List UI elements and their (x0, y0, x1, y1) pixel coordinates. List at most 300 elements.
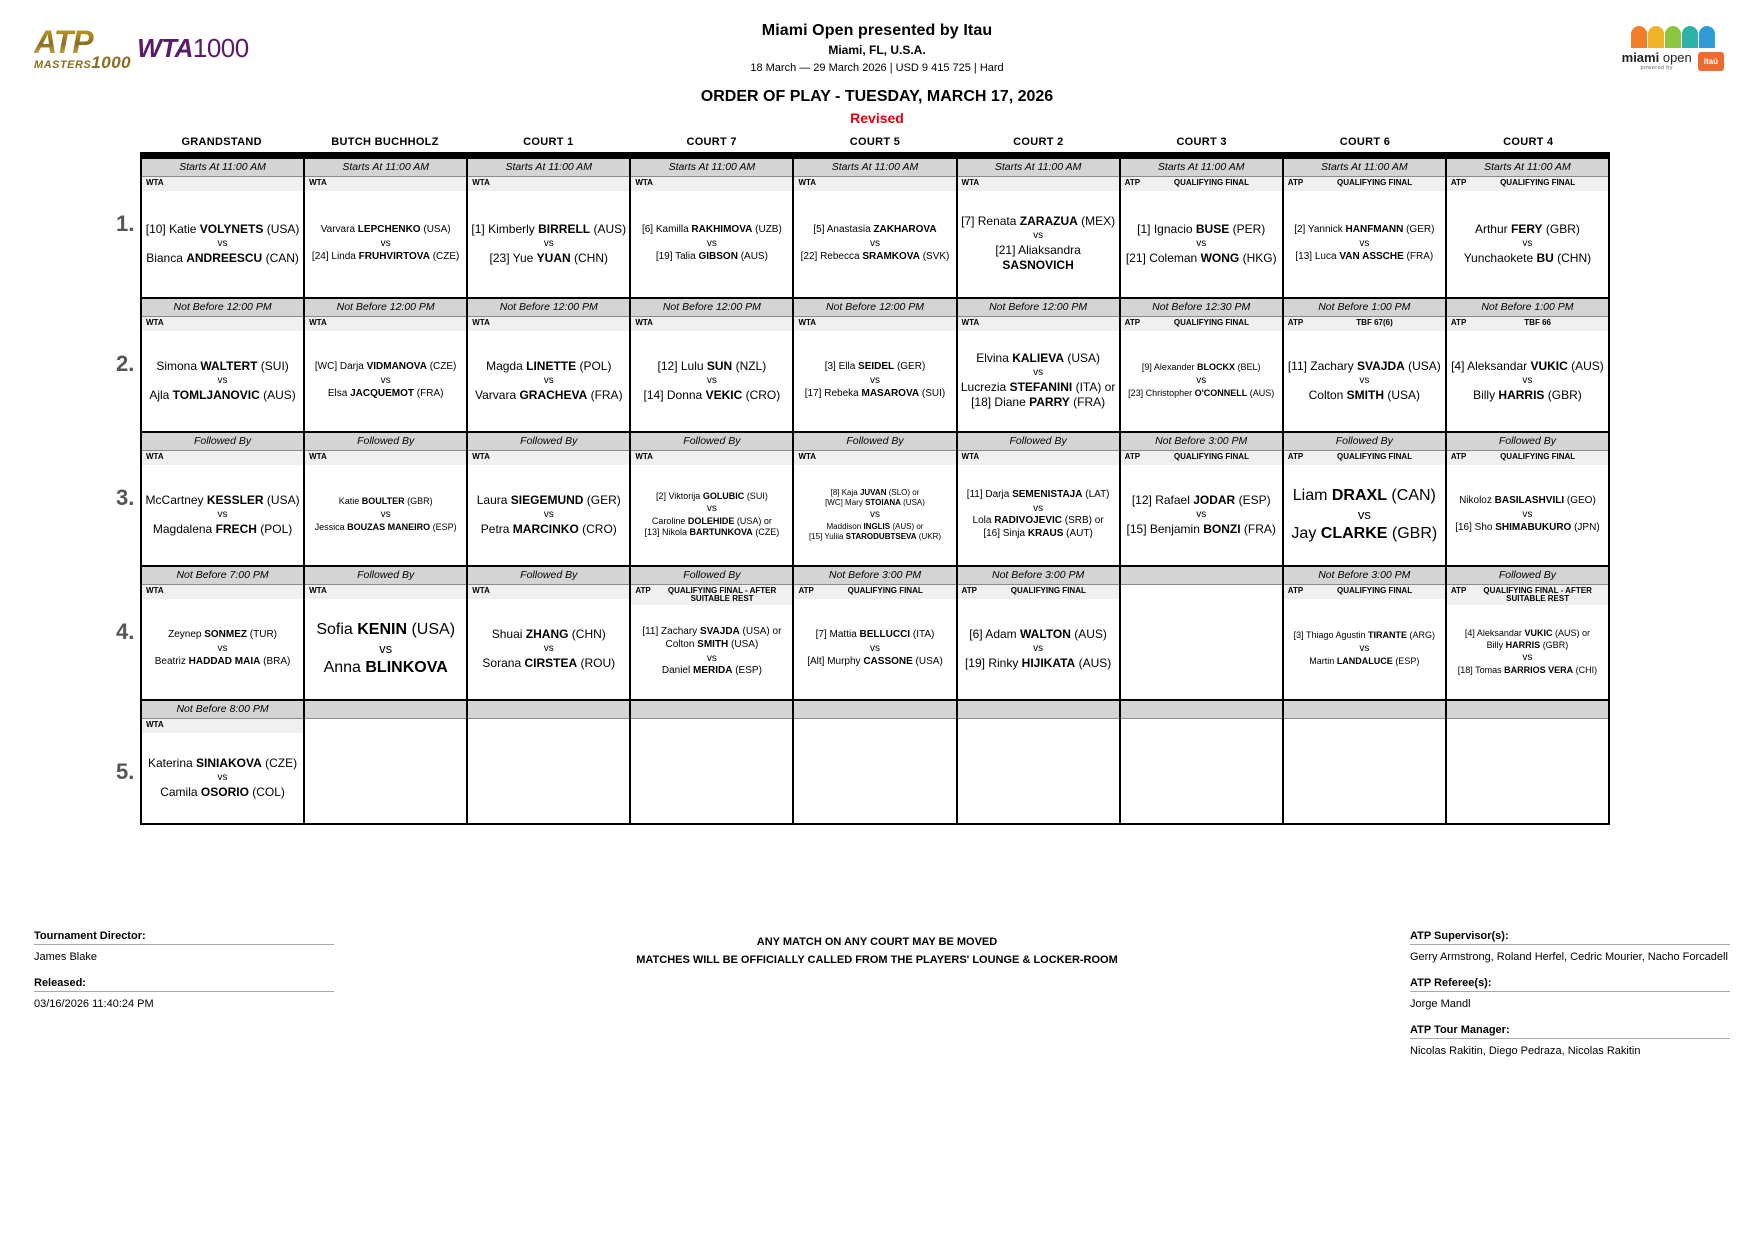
player-line: [13] Nikola BARTUNKOVA (CZE) (644, 527, 780, 538)
match-tour-bar (1284, 317, 1445, 331)
event-round-label: QUALIFYING FINAL (1336, 585, 1413, 595)
match-tour-bar (142, 451, 303, 465)
court-header-6: COURT 2 (1013, 136, 1064, 148)
match-time-label: Not Before 3:00 PM (1284, 567, 1445, 585)
match-players (305, 191, 466, 298)
match-players (305, 331, 466, 432)
match-players (958, 733, 1119, 824)
tour-label: ATP (1124, 177, 1141, 187)
match-cell[interactable] (631, 567, 794, 699)
match-time-label: Followed By (305, 567, 466, 585)
player-line: Varvara LEPCHENKO (USA) (320, 224, 451, 236)
match-cell[interactable] (305, 701, 468, 823)
vs-label: vs (1522, 652, 1533, 664)
player-line: Laura SIEGEMUND (GER) (476, 492, 621, 507)
player-line: [13] Luca VAN ASSCHE (FRA) (1295, 250, 1434, 262)
match-cell[interactable] (794, 433, 957, 565)
match-cell[interactable] (1447, 159, 1608, 297)
vs-label: vs (1033, 502, 1044, 514)
match-cell[interactable] (631, 433, 794, 565)
player-line: [17] Rebeka MASAROVA (SUI) (804, 387, 946, 399)
vs-label: vs (217, 509, 228, 520)
tour-label: ATP (1450, 585, 1467, 595)
match-players (142, 331, 303, 432)
vs-label: vs (869, 238, 880, 249)
match-tour-bar (794, 585, 955, 599)
tour-logos (34, 26, 249, 71)
match-tour-bar (468, 177, 629, 191)
match-time-label: Starts At 11:00 AM (1284, 159, 1445, 177)
match-cell[interactable] (468, 433, 631, 565)
tour-manager-label: ATP Tour Manager: (1410, 1024, 1510, 1036)
page-header (0, 0, 1754, 126)
schedule-row (116, 701, 1608, 823)
released-value: 03/16/2026 11:40:24 PM (34, 998, 154, 1010)
player-line: [19] Talia GIBSON (AUS) (655, 250, 768, 262)
match-time-label: Not Before 8:00 PM (142, 701, 303, 719)
court-header-5: COURT 5 (849, 136, 901, 148)
tournament-name: Miami Open presented by Itau (761, 22, 993, 39)
itau-logo: itaú (1698, 52, 1724, 71)
match-tour-bar (958, 317, 1119, 331)
player-line: [11] Darja SEMENISTAJA (LAT) (966, 488, 1110, 500)
match-players (958, 465, 1119, 566)
match-time-label: Starts At 11:00 AM (1121, 159, 1282, 177)
match-time-label: Not Before 12:00 PM (958, 299, 1119, 317)
player-line: [11] Zachary SVAJDA (USA) or (642, 626, 782, 638)
match-tour-bar (958, 719, 1119, 733)
match-cell[interactable] (1447, 567, 1608, 699)
match-tour-bar (631, 177, 792, 191)
player-line: Ajla TOMLJANOVIC (AUS) (149, 387, 296, 402)
match-cell[interactable] (1284, 433, 1447, 565)
player-line: McCartney KESSLER (USA) (145, 492, 300, 507)
player-line: Caroline DOLEHIDE (USA) or (651, 515, 772, 526)
match-tour-bar (1121, 451, 1282, 465)
player-line: Jessica BOUZAS MANEIRO (ESP) (314, 521, 457, 532)
match-tour-bar (1121, 719, 1282, 733)
vs-label: vs (543, 643, 554, 654)
tour-label: WTA (146, 719, 164, 729)
top-black-bar (142, 152, 1608, 159)
tour-label: WTA (635, 317, 653, 327)
player-line: [WC] Darja VIDMANOVA (CZE) (314, 361, 457, 373)
player-line: [7] Renata ZARAZUA (MEX) (961, 213, 1116, 228)
player-line: [6] Adam WALTON (AUS) (969, 626, 1107, 641)
match-time-label (1447, 701, 1608, 719)
event-round-label: QUALIFYING FINAL (1173, 317, 1249, 327)
match-cell[interactable] (794, 567, 957, 699)
match-time-label: Starts At 11:00 AM (1447, 159, 1608, 177)
tour-label: ATP (1287, 451, 1304, 461)
footer-right (1410, 930, 1730, 1071)
match-time-label: Followed By (468, 433, 629, 451)
player-line: Petra MARCINKO (CRO) (480, 521, 617, 536)
tour-label: WTA (146, 451, 164, 461)
vs-label: vs (380, 375, 391, 386)
player-line: [4] Aleksandar VUKIC (AUS) (1451, 358, 1604, 373)
referees-value: Jorge Mandl (1410, 998, 1471, 1010)
player-line: Sorana CIRSTEA (ROU) (482, 655, 616, 670)
match-cell[interactable] (1121, 159, 1284, 297)
court-header-7: COURT 3 (1176, 136, 1227, 148)
match-cell[interactable] (116, 433, 305, 565)
match-cell[interactable] (794, 299, 957, 431)
match-time-label: Not Before 3:00 PM (794, 567, 955, 585)
player-line: Shuai ZHANG (CHN) (491, 626, 606, 641)
row-number: 3. (116, 485, 135, 510)
match-tour-bar (142, 585, 303, 599)
tour-label: ATP (1450, 451, 1467, 461)
match-tour-bar (1447, 451, 1608, 465)
match-tour-bar (468, 451, 629, 465)
player-line: Elsa JACQUEMOT (FRA) (327, 387, 444, 399)
match-cell[interactable] (468, 299, 631, 431)
player-line: [2] Yannick HANFMANN (GER) (1294, 224, 1435, 236)
player-line: [3] Ella SEIDEL (GER) (824, 361, 926, 373)
match-cell[interactable] (1447, 299, 1608, 431)
player-line: Camila OSORIO (COL) (160, 784, 285, 799)
court-header-2: BUTCH BUCHHOLZ (331, 136, 439, 148)
player-line: [WC] Mary STOIANA (USA) (825, 497, 925, 507)
tour-label: WTA (146, 317, 164, 327)
vs-label: vs (869, 509, 880, 520)
match-players (305, 733, 466, 824)
match-players (1447, 465, 1608, 566)
match-time-label: Not Before 12:00 PM (794, 299, 955, 317)
match-cell[interactable] (958, 433, 1121, 565)
vs-label: vs (706, 503, 717, 515)
match-tour-bar (468, 317, 629, 331)
match-tour-bar (305, 451, 466, 465)
match-tour-bar (794, 451, 955, 465)
match-players (1121, 465, 1282, 566)
match-time-label: Followed By (142, 433, 303, 451)
match-time-label: Not Before 12:00 PM (631, 299, 792, 317)
miami-open-logo (1622, 22, 1724, 72)
tour-label: ATP (961, 585, 977, 595)
match-players (794, 191, 955, 298)
vs-label: vs (1359, 238, 1370, 249)
match-time-label: Starts At 11:00 AM (794, 159, 955, 177)
title-block (0, 0, 1754, 126)
player-line: Arthur FERY (GBR) (1474, 221, 1580, 236)
player-line: [16] Sinja KRAUS (AUT) (983, 527, 1093, 539)
tour-label: WTA (309, 585, 327, 595)
match-tour-bar (1284, 177, 1445, 191)
match-cell[interactable] (1447, 701, 1608, 823)
match-cell[interactable] (116, 159, 305, 297)
match-players (468, 465, 629, 566)
event-round-label: QUALIFYING FINAL (1173, 451, 1249, 461)
event-round-label: QUALIFYING FINAL (1010, 585, 1086, 595)
match-time-label: Followed By (958, 433, 1119, 451)
player-line: [22] Rebecca SRAMKOVA (SVK) (800, 250, 950, 262)
match-time-label (1284, 701, 1445, 719)
match-cell[interactable] (958, 159, 1121, 297)
match-players (468, 331, 629, 432)
player-line: [12] Lulu SUN (NZL) (657, 358, 767, 373)
court-header-9: COURT 4 (1503, 136, 1554, 148)
divider (34, 991, 334, 992)
vs-label: vs (1033, 230, 1044, 242)
match-cell[interactable] (305, 433, 468, 565)
match-cell[interactable] (794, 159, 957, 297)
match-tour-bar (468, 585, 629, 599)
player-line: Beatriz HADDAD MAIA (BRA) (154, 655, 291, 667)
tour-label: WTA (961, 317, 980, 327)
divider (1410, 991, 1730, 992)
match-cell[interactable] (631, 159, 794, 297)
match-time-label: Followed By (1447, 567, 1608, 585)
court-header-3: COURT 1 (523, 136, 574, 148)
match-time-label: Followed By (305, 433, 466, 451)
match-time-label: Followed By (631, 433, 792, 451)
match-cell[interactable] (631, 299, 794, 431)
match-tour-bar (794, 177, 955, 191)
player-line: [21] Aliaksandra SASNOVICH (995, 242, 1081, 273)
player-line: Varvara GRACHEVA (FRA) (474, 387, 623, 402)
player-line: [3] Thiago Agustin TIRANTE (ARG) (1293, 630, 1436, 641)
player-line: Martin LANDALUCE (ESP) (1309, 655, 1420, 666)
vs-label: vs (1196, 238, 1207, 249)
match-cell[interactable] (1121, 701, 1284, 823)
supervisors-label: ATP Supervisor(s): (1410, 930, 1509, 942)
powered-by-label: powered by (1640, 65, 1673, 71)
tour-label: WTA (472, 177, 490, 187)
match-tour-bar (958, 451, 1119, 465)
tour-label: WTA (961, 177, 980, 187)
match-tour-bar (631, 451, 792, 465)
vs-label: vs (1196, 375, 1207, 386)
match-tour-bar (1447, 317, 1608, 331)
match-time-label (1121, 567, 1282, 585)
match-cell[interactable] (1447, 433, 1608, 565)
player-line: Daniel MERIDA (ESP) (661, 665, 762, 677)
match-time-label: Not Before 3:00 PM (958, 567, 1119, 585)
tour-label: WTA (798, 177, 817, 187)
player-line: [21] Coleman WONG (HKG) (1125, 250, 1277, 265)
match-players (1121, 331, 1282, 432)
match-players (1121, 733, 1282, 824)
match-tour-bar (1121, 585, 1282, 599)
schedule-row (116, 299, 1608, 433)
match-cell[interactable] (1121, 567, 1284, 699)
notice-line-2: MATCHES WILL BE OFFICIALLY CALLED FROM THE PLAYERS' LOUNGE & LOCKER-ROOM (636, 953, 1118, 966)
player-line: [4] Aleksandar VUKIC (AUS) or (1464, 628, 1590, 639)
match-tour-bar (142, 317, 303, 331)
player-line: [23] Christopher O'CONNELL (AUS) (1128, 387, 1275, 398)
player-line: [1] Ignacio BUSE (PER) (1137, 221, 1266, 236)
match-players (468, 599, 629, 700)
match-players (631, 605, 792, 699)
match-players (468, 733, 629, 824)
match-cell[interactable] (1284, 159, 1447, 297)
player-line: [11] Zachary SVAJDA (USA) (1287, 358, 1441, 373)
match-cell[interactable] (116, 567, 305, 699)
court-header-8: COURT 6 (1339, 136, 1391, 148)
match-tour-bar (794, 719, 955, 733)
court-header-1: GRANDSTAND (181, 136, 262, 148)
referees-label: ATP Referee(s): (1410, 977, 1492, 989)
schedule-row (116, 433, 1608, 567)
match-time-label: Not Before 12:00 PM (142, 299, 303, 317)
vs-label: vs (217, 643, 228, 654)
match-time-label: Not Before 1:00 PM (1284, 299, 1445, 317)
tour-label: WTA (472, 585, 490, 595)
row-number: 1. (116, 211, 135, 236)
match-time-label: Not Before 7:00 PM (142, 567, 303, 585)
player-line: Sofia KENIN (USA) (316, 620, 456, 638)
player-line: [16] Sho SHIMABUKURO (JPN) (1455, 521, 1600, 533)
match-time-label (958, 701, 1119, 719)
player-line: Colton SMITH (USA) (665, 638, 759, 650)
tour-label: ATP (635, 585, 651, 595)
match-players (1121, 599, 1282, 700)
match-cell[interactable] (468, 159, 631, 297)
player-line: Jay CLARKE (GBR) (1291, 524, 1438, 542)
match-cell[interactable] (958, 299, 1121, 431)
match-time-label: Followed By (631, 567, 792, 585)
match-cell[interactable] (1121, 433, 1284, 565)
vs-label: vs (1033, 367, 1044, 379)
match-tour-bar (305, 317, 466, 331)
match-time-label: Not Before 1:00 PM (1447, 299, 1608, 317)
tour-label: WTA (798, 451, 817, 461)
player-line: [18] Tomas BARRIOS VERA (CHI) (1457, 664, 1598, 675)
match-tour-bar (958, 585, 1119, 599)
tour-label: WTA (961, 451, 980, 461)
player-line: Zeynep SONMEZ (TUR) (168, 629, 278, 641)
player-line: Katie BOULTER (GBR) (338, 496, 433, 507)
match-time-label: Starts At 11:00 AM (142, 159, 303, 177)
player-line: Anna BLINKOVA (323, 658, 448, 676)
match-cell[interactable] (305, 299, 468, 431)
tour-label: WTA (146, 177, 164, 187)
vs-label: vs (1359, 643, 1370, 654)
vs-label: vs (217, 238, 228, 249)
match-players (1284, 733, 1445, 824)
player-line: [15] Benjamin BONZI (FRA) (1126, 521, 1276, 536)
match-cell[interactable] (1284, 701, 1447, 823)
player-line: Billy HARRIS (GBR) (1486, 639, 1569, 650)
match-cell[interactable] (305, 159, 468, 297)
match-time-label: Starts At 11:00 AM (958, 159, 1119, 177)
match-tour-bar (1121, 177, 1282, 191)
player-line: [15] Yuliia STARODUBTSEVA (UKR) (808, 531, 942, 541)
match-cell[interactable] (631, 701, 794, 823)
match-tour-bar (142, 719, 303, 733)
match-time-label: Followed By (794, 433, 955, 451)
match-cell[interactable] (305, 567, 468, 699)
vs-label: vs (869, 643, 880, 654)
wta-1000-logo: WTA1000 (137, 33, 249, 63)
match-time-label: Not Before 12:00 PM (305, 299, 466, 317)
player-line: Bianca ANDREESCU (CAN) (146, 250, 299, 265)
tournament-city: Miami, FL, U.S.A. (828, 43, 926, 57)
match-players (468, 191, 629, 298)
notice-line-1: ANY MATCH ON ANY COURT MAY BE MOVED (756, 936, 998, 948)
player-line: Maddison INGLIS (AUS) or (826, 521, 924, 531)
player-line: Liam DRAXL (CAN) (1292, 486, 1436, 504)
atp-masters-1000-logo (34, 26, 131, 71)
match-time-label: Not Before 3:00 PM (1121, 433, 1282, 451)
match-players (142, 191, 303, 298)
tour-label: ATP (798, 585, 814, 595)
match-players (1447, 605, 1608, 699)
row-number: 4. (116, 619, 135, 644)
player-line: Simona WALTERT (SUI) (156, 358, 289, 373)
player-line: [8] Kaja JUVAN (SLO) or (830, 487, 920, 497)
player-line: [2] Viktorija GOLUBIC (SUI) (655, 490, 768, 501)
match-time-label: Followed By (1284, 433, 1445, 451)
event-round-label: QUALIFYING FINAL (1500, 177, 1576, 187)
match-players (142, 733, 303, 824)
match-tour-bar (1447, 177, 1608, 191)
tour-label: ATP (1124, 451, 1141, 461)
player-line: [12] Rafael JODAR (ESP) (1131, 492, 1271, 507)
match-time-label (794, 701, 955, 719)
match-players (1447, 191, 1608, 298)
match-cell[interactable] (794, 701, 957, 823)
vs-label: vs (380, 509, 391, 520)
match-cell[interactable] (958, 701, 1121, 823)
page-title: ORDER OF PLAY - TUESDAY, MARCH 17, 2026 (700, 88, 1054, 105)
player-line: [23] Yue YUAN (CHN) (489, 250, 609, 265)
match-tour-bar (1447, 719, 1608, 733)
event-round-label: QUALIFYING FINAL (1336, 451, 1413, 461)
player-line: Magda LINETTE (POL) (486, 358, 612, 373)
tour-label: WTA (635, 451, 653, 461)
match-time-label (1121, 701, 1282, 719)
player-line: Magdalena FRECH (POL) (152, 521, 293, 536)
match-players (142, 599, 303, 700)
match-players (631, 733, 792, 824)
vs-label: vs (543, 238, 554, 249)
player-line: [7] Mattia BELLUCCI (ITA) (815, 629, 935, 641)
vs-label: vs (379, 640, 393, 656)
match-cell[interactable] (1284, 299, 1447, 431)
match-players (305, 599, 466, 700)
atp-wordmark: ATP (34, 26, 131, 58)
player-line: [6] Kamilla RAKHIMOVA (UZB) (641, 224, 782, 236)
event-round-label: TBF 67(6) (1356, 317, 1393, 327)
match-cell[interactable] (1121, 299, 1284, 431)
schedule-board (116, 152, 1610, 825)
tournament-director-label: Tournament Director: (34, 930, 146, 942)
player-line: Katerina SINIAKOVA (CZE) (147, 755, 298, 770)
match-cell[interactable] (1284, 567, 1447, 699)
player-line: [14] Donna VEKIC (CRO) (643, 387, 781, 402)
match-time-label (305, 701, 466, 719)
match-time-label: Followed By (1447, 433, 1608, 451)
player-line: Yunchaokete BU (CHN) (1463, 250, 1592, 265)
match-cell[interactable] (116, 299, 305, 431)
vs-label: vs (380, 238, 391, 249)
match-cell[interactable] (468, 701, 631, 823)
player-line: Lola RADIVOJEVIC (SRB) or (972, 515, 1104, 527)
player-line: [Alt] Murphy CASSONE (USA) (807, 655, 943, 667)
match-cell[interactable] (958, 567, 1121, 699)
miami-open-word2: open (1662, 50, 1692, 65)
vs-label: vs (706, 238, 717, 249)
player-line: Lucrezia STEFANINI (ITA) or (960, 379, 1116, 394)
match-players (794, 331, 955, 432)
match-players (631, 331, 792, 432)
match-cell[interactable] (468, 567, 631, 699)
match-cell[interactable] (116, 701, 305, 823)
vs-label: vs (1522, 509, 1533, 520)
